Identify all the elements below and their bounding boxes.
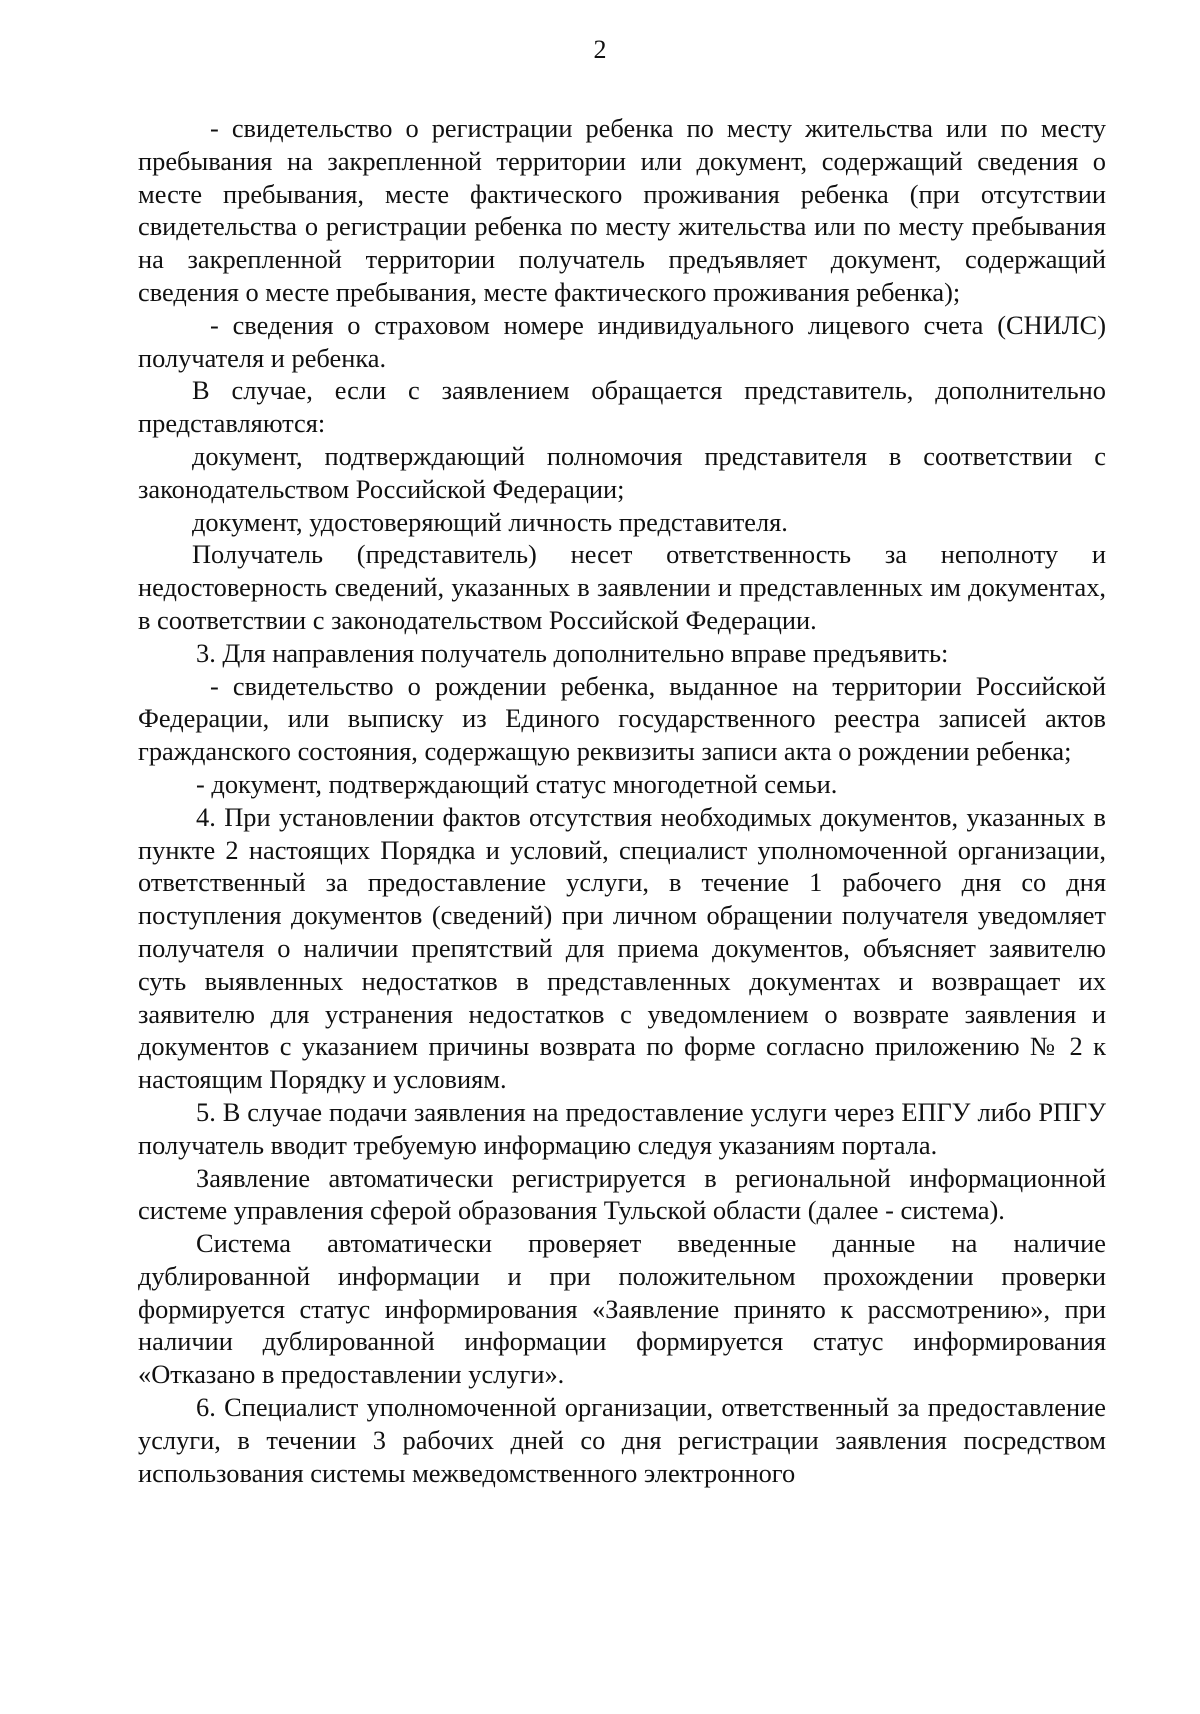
paragraph-snils: - сведения о страховом номере индивидуального лицевого счета (СНИЛС) получателя и ребенка. xyxy=(138,309,1106,373)
paragraph-automatic-registration: Заявление автоматически регистрируется в региональной информационной системе управления сферой образования Тульской области (далее - система). xyxy=(138,1162,1106,1226)
page-number: 2 xyxy=(593,35,607,64)
document-body xyxy=(138,112,1106,1489)
paragraph-responsibility: Получатель (представитель) несет ответственность за неполноту и недостоверность сведений, указанных в заявлении и представленных им документах, в соответствии с законодательством Российской Федерации. xyxy=(138,539,1106,635)
paragraph-item-6: 6. Специалист уполномоченной организации, ответственный за предоставление услуги, в течении 3 рабочих дней со дня регистрации заявления посредством использования системы межведомственного электронного xyxy=(138,1392,1106,1488)
paragraph-item-5: 5. В случае подачи заявления на предоставление услуги через ЕПГУ либо РПГУ получатель вводит требуемую информацию следуя указаниям портала. xyxy=(138,1096,1106,1160)
paragraph-item-4: 4. При установлении фактов отсутствия необходимых документов, указанных в пункте 2 настоящих Порядка и условий, специалист уполномоченной организации, ответственный за предоставление услуги, в течение 1 рабочего дня со дня поступления документов (сведений) при личном обращении получателя уведомляет получателя о наличии препятствий для приема документов, объясняет заявителю суть выявленных недостатков в представленных документах и возвращает их заявителю для устранения недостатков с уведомлением о возврате заявления и документов с указанием причины возврата по форме согласно приложению № 2 к настоящим Порядку и условиям. xyxy=(138,801,1106,1095)
paragraph-item-3: 3. Для направления получатель дополнительно вправе предъявить: xyxy=(196,637,949,668)
paragraph-representative-case: В случае, если с заявлением обращается представитель, дополнительно представляются: xyxy=(138,375,1106,439)
paragraph-authority-document: документ, подтверждающий полномочия представителя в соответствии с законодательством Российской Федерации; xyxy=(138,440,1106,504)
paragraph-birth-certificate: - свидетельство о рождении ребенка, выданное на территории Российской Федерации, или выписку из Единого государственного реестра записей актов гражданского состояния, содержащую реквизиты записи акта о рождении ребенка; xyxy=(138,670,1106,767)
paragraph-large-family-status: - документ, подтверждающий статус многодетной семьи. xyxy=(196,768,838,799)
paragraph-birth-registration-certificate: - свидетельство о регистрации ребенка по месту жительства или по месту пребывания на закрепленной территории или документ, содержащий сведения о месте пребывания, месте фактического проживания ребенка (при отсутствии свидетельства о регистрации ребенка по месту жительства или по месту пребывания на закрепленной территории получатель предъявляет документ, содержащий сведения о месте пребывания, месте фактического проживания ребенка); xyxy=(138,113,1106,307)
paragraph-identity-document: документ, удостоверяющий личность представителя. xyxy=(192,506,788,537)
paragraph-system-check: Система автоматически проверяет введенные данные на наличие дублированной информации и при положительном прохождении проверки формируется статус информирования «Заявление принято к рассмотрению», при наличии дублированной информации формируется статус информирования «Отказано в предоставлении услуги». xyxy=(138,1228,1106,1390)
